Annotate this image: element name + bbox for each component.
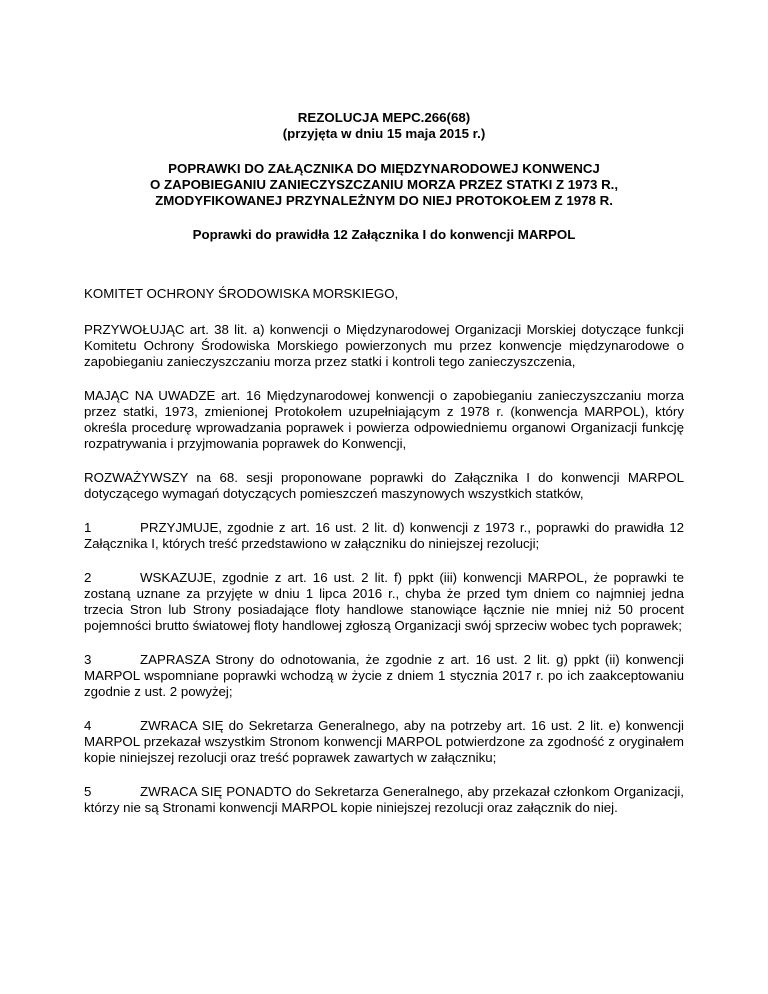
paragraph-number: 5 [84,784,92,799]
operative-paragraph-3 [84,652,684,700]
amendments-heading-line-3: ZMODYFIKOWANEJ PRZYNALEŻNYM DO NIEJ PROTOKOŁEM Z 1978 R. [155,193,613,208]
committee-name: KOMITET OCHRONY ŚRODOWISKA MORSKIEGO, [84,286,399,301]
amendments-heading-line-1: POPRAWKI DO ZAŁĄCZNIKA DO MIĘDZYNARODOWEJ KONWENCJ [168,161,600,176]
paragraph-number: 1 [84,520,92,535]
operative-paragraph-5 [84,784,684,816]
section-title: Poprawki do prawidła 12 Załącznika I do konwencji MARPOL [192,227,576,242]
preamble-paragraph-noting: MAJĄC NA UWADZE art. 16 Międzynarodowej konwencji o zapobieganiu zanieczyszczaniu morza przez statki, 1973, zmienionej Protokołem uzupełniającym z 1978 r. (konwencja MARPOL), który określa procedurę wprowadzania poprawek i powierza odpowiedniemu organowi Organizacji funkcję rozpatrywania i przyjmowania poprawek do Konwencji, [84,388,684,451]
paragraph-number: 2 [84,570,92,585]
paragraph-text: PRZYJMUJE, zgodnie z art. 16 ust. 2 lit. d) konwencji z 1973 r., poprawki do prawidła 12 Załącznika I, których treść przedstawiono w załączniku do niniejszej rezolucji; [84,520,684,551]
paragraph-number: 3 [84,652,92,667]
amendments-heading-line-2: O ZAPOBIEGANIU ZANIECZYSZCZANIU MORZA PRZEZ STATKI Z 1973 R., [149,177,619,192]
paragraph-number: 4 [84,718,92,733]
operative-paragraph-4 [84,718,684,766]
paragraph-text: ZWRACA SIĘ do Sekretarza Generalnego, aby na potrzeby art. 16 ust. 2 lit. e) konwencji MARPOL przekazał wszystkim Stronom konwencji MARPOL potwierdzone za zgodność z oryginałem kopie niniejszej rezolucji oraz treść poprawek zawartych w załączniku; [84,718,684,765]
amendments-heading [84,161,684,209]
operative-paragraph-2 [84,570,684,634]
paragraph-text: WSKAZUJE, zgodnie z art. 16 ust. 2 lit. f) ppkt (iii) konwencji MARPOL, że poprawki te zostaną uznane za przyjęte w dniu 1 lipca 2016 r., chyba że przed tym dniem co najmniej jedna trzecia Stron lub Strony posiadające floty handlowe stanowiące łącznie nie mniej niż 50 procent pojemności brutto światowej floty handlowej zgłoszą Organizacji swój sprzeciw wobec tych poprawek; [84,570,684,633]
adoption-date: (przyjęta w dniu 15 maja 2015 r.) [282,126,486,141]
paragraph-text: ZAPRASZA Strony do odnotowania, że zgodnie z art. 16 ust. 2 lit. g) ppkt (ii) konwencji MARPOL wspomniane poprawki wchodzą w życie z dniem 1 stycznia 2017 r. po ich zaakceptowaniu zgodnie z ust. 2 powyżej; [84,652,684,699]
operative-paragraph-1 [84,520,684,552]
resolution-title: REZOLUCJA MEPC.266(68) [297,110,471,125]
title-block [84,110,684,142]
preamble-paragraph-recalling: PRZYWOŁUJĄC art. 38 lit. a) konwencji o Międzynarodowej Organizacji Morskiej dotyczące funkcji Komitetu Ochrony Środowiska Morskiego powierzonych mu przez konwencje międzynarodowe o zapobieganiu zanieczyszczaniu morza przez statki i kontroli tego zanieczyszczenia, [84,322,684,369]
preamble-paragraph-considered: ROZWAŻYWSZY na 68. sesji proponowane poprawki do Załącznika I do konwencji MARPOL dotyczącego wymagań dotyczących pomieszczeń maszynowych wszystkich statków, [84,470,684,501]
paragraph-text: ZWRACA SIĘ PONADTO do Sekretarza Generalnego, aby przekazał członkom Organizacji, którzy nie są Stronami konwencji MARPOL kopie niniejszej rezolucji oraz załącznik do niej. [84,784,684,815]
